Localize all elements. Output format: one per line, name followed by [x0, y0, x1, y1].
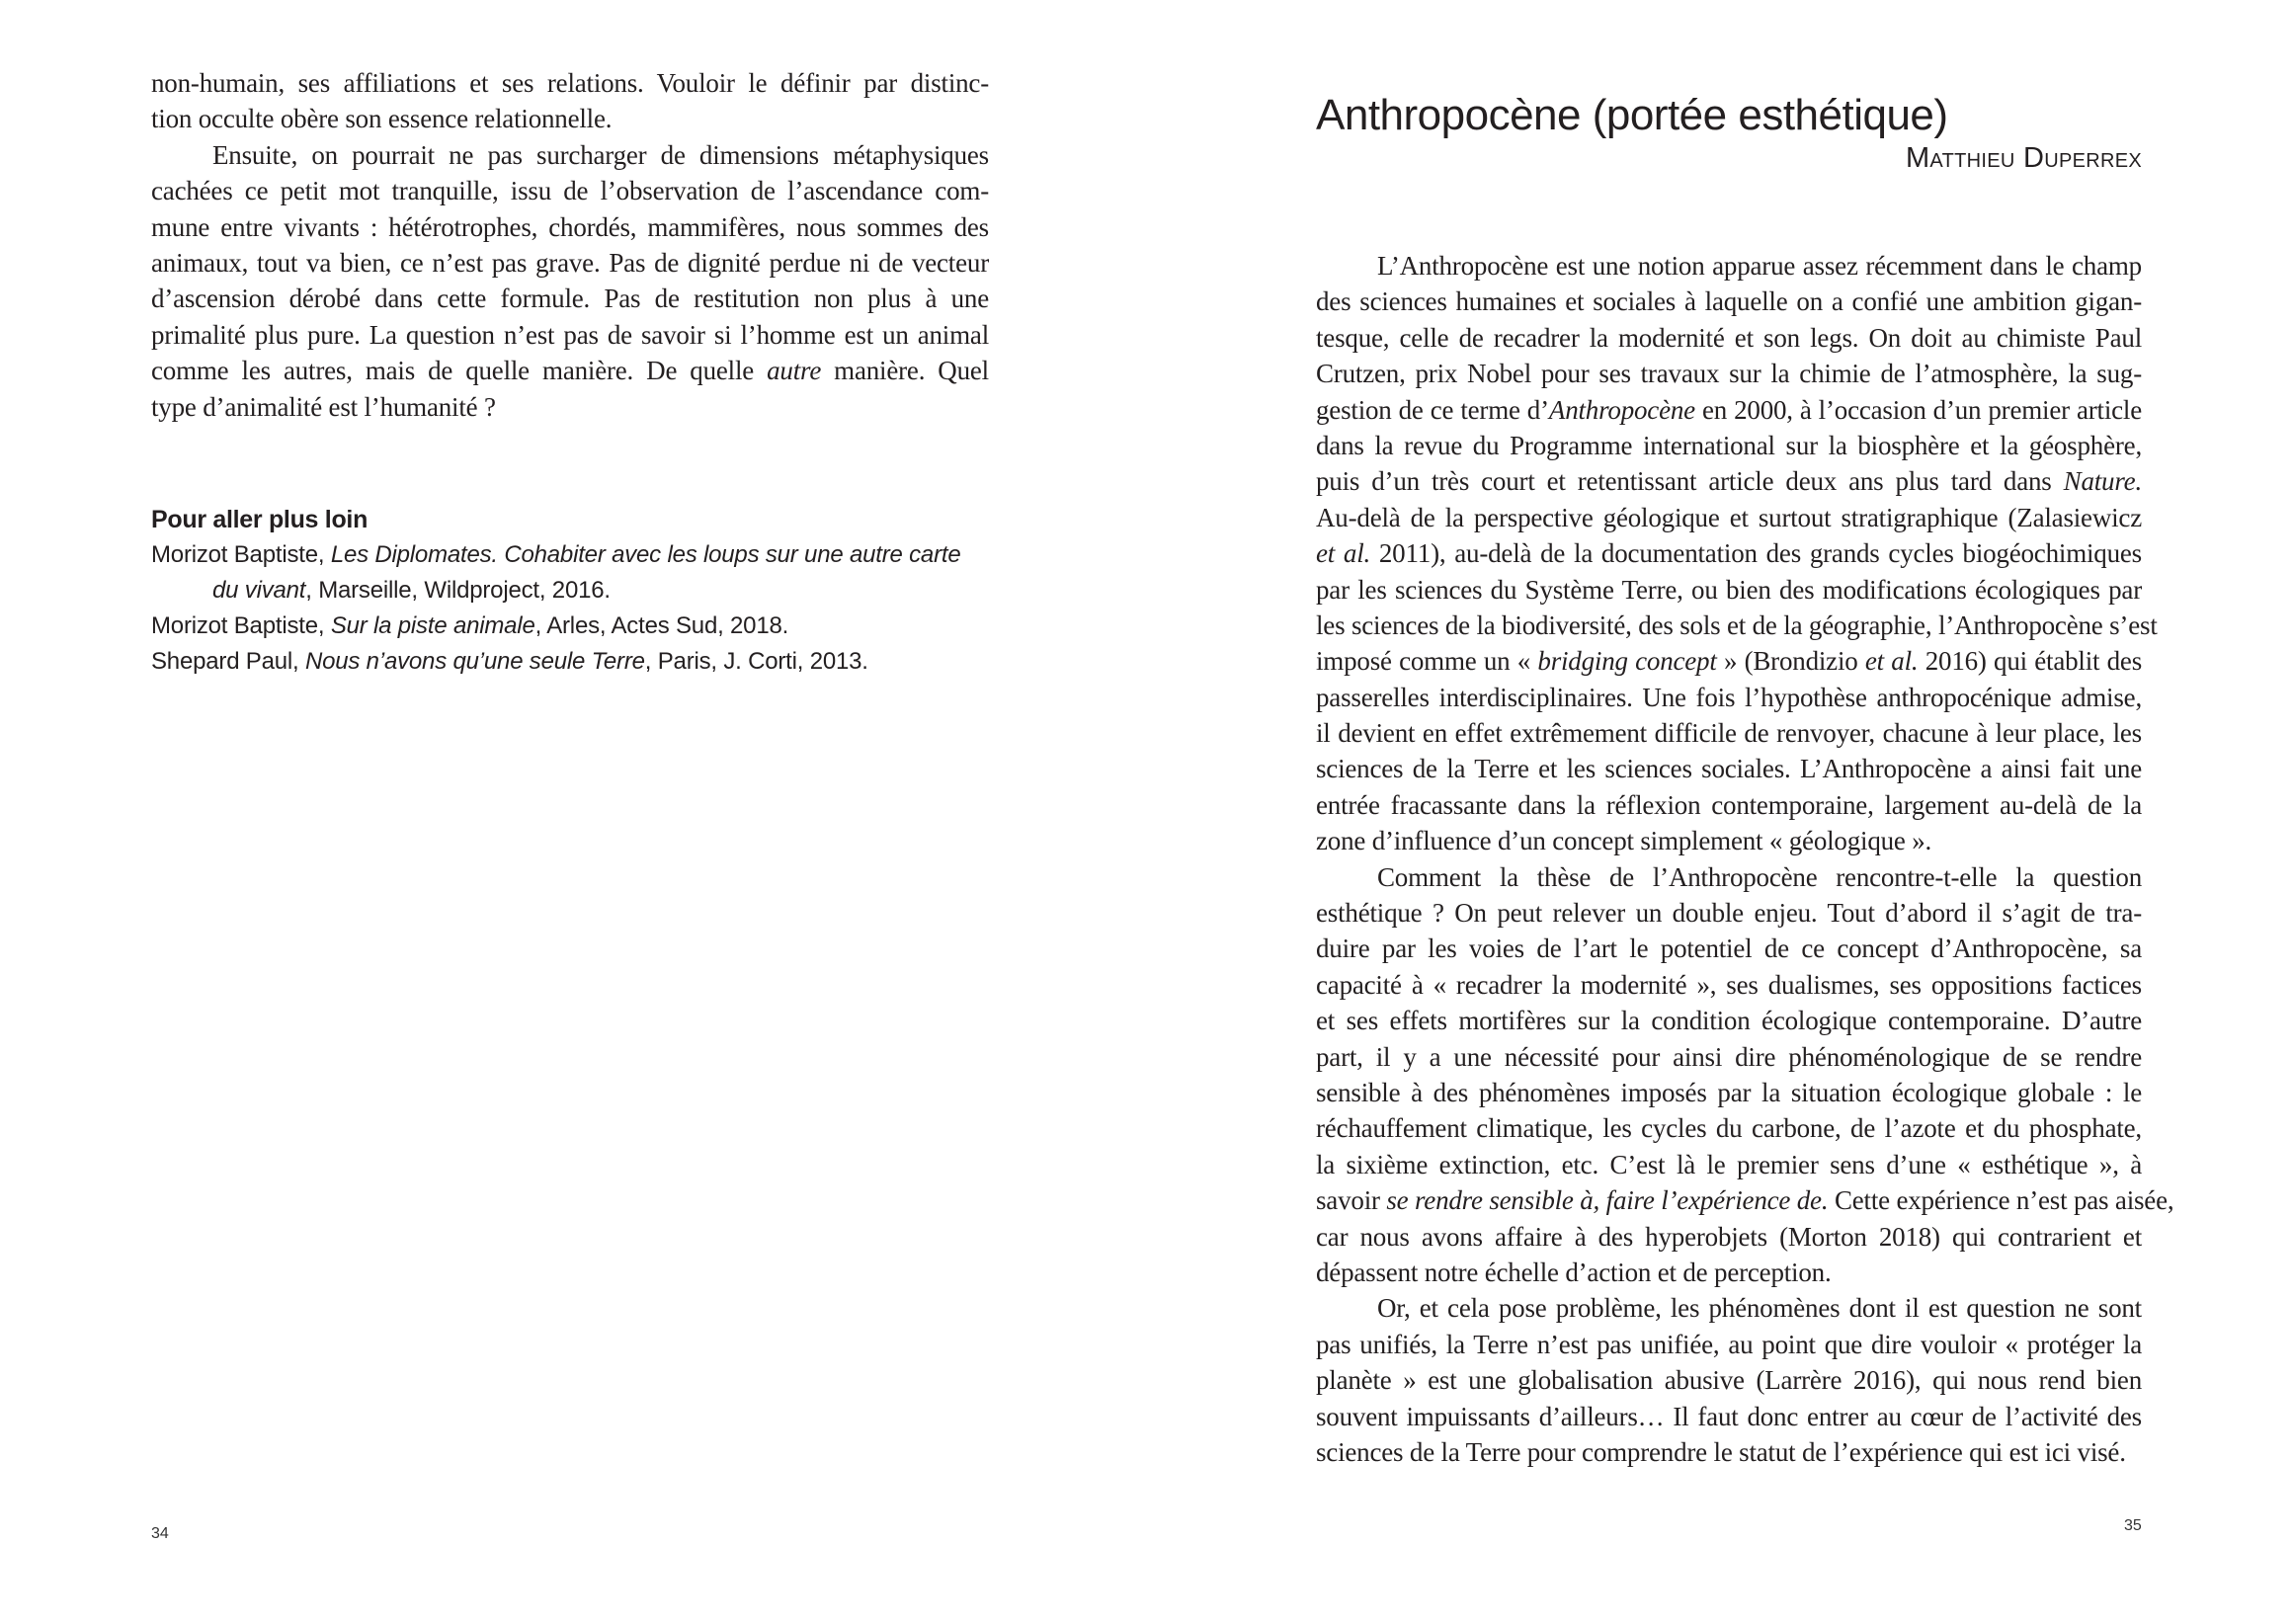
body-text-line	[151, 389, 989, 425]
body-text-line	[151, 245, 989, 281]
body-text-line	[1316, 463, 2142, 499]
body-text-line	[1316, 895, 2142, 931]
text: duire par les voies de l’art le potentiel de ce concept d’Anthropocène, sa	[1316, 934, 2142, 964]
italic-text: Nous n’avons qu’une seule Terre	[304, 648, 645, 675]
body-text-line	[1316, 931, 2142, 966]
body-text-line	[1316, 535, 2142, 571]
body-text-line	[151, 209, 989, 245]
text: capacité à « recadrer la modernité », ses dualismes, ses oppositions factices	[1316, 969, 2142, 1000]
italic-text: et al.	[1316, 538, 1371, 569]
text: sciences de la Terre et les sciences sociales. L’Anthropocène a ainsi fait une	[1316, 754, 2142, 784]
text: dépassent notre échelle d’action et de perception.	[1316, 1257, 1832, 1287]
body-text-line	[1316, 1147, 2142, 1182]
text: 2011), au-delà de la documentation des grands cycles biogéochimiques	[1370, 538, 2142, 569]
text: tion occulte obère son essence relationnelle.	[151, 104, 613, 134]
body-text-line	[1316, 500, 2142, 535]
body-text-line	[1316, 1399, 2142, 1434]
italic-text: autre	[767, 356, 822, 386]
further-reading-list	[151, 537, 989, 680]
text: , Paris, J. Corti, 2013.	[644, 648, 868, 675]
body-text-line	[1316, 787, 2142, 823]
body-text-line	[151, 317, 989, 353]
italic-text: Les Diplomates. Cohabiter avec les loups sur une autre carte du vivant	[212, 541, 961, 604]
body-text-line	[1316, 1039, 2142, 1075]
body-text-line	[151, 137, 989, 173]
text: Morizot Baptiste,	[151, 541, 331, 568]
text: réchauffement climatique, les cycles du carbone, de l’azote et du phosphate,	[1316, 1113, 2142, 1144]
body-text-line	[1316, 1327, 2142, 1362]
page-number-right: 35	[2124, 1517, 2142, 1534]
text: cachées ce petit mot tranquille, issu de l’observation de l’ascendance com-	[151, 176, 989, 206]
text: et ses effets mortifères sur la condition écologique contemporaine. D’autre	[1316, 1006, 2142, 1036]
right-page-body	[1316, 248, 2174, 1470]
body-text-line	[151, 281, 989, 316]
text: Or, et cela pose problème, les phénomènes dont il est question ne sont	[1377, 1293, 2142, 1324]
text: entrée fracassante dans la réflexion contemporaine, largement au-delà de la	[1316, 789, 2142, 820]
body-text-line	[1316, 643, 2142, 679]
text: Crutzen, prix Nobel pour ses travaux sur la chimie de l’atmosphère, la sug-	[1316, 359, 2142, 389]
text: il devient en effet extrêmement difficile de renvoyer, chacune à leur place, les	[1316, 718, 2142, 749]
text: Shepard Paul,	[151, 648, 305, 675]
body-text-line	[1316, 392, 2142, 428]
text: car nous avons affaire à des hyperobjets (Morton 2018) qui contrarient et	[1316, 1221, 2142, 1252]
body-text-line	[151, 173, 989, 208]
further-reading	[151, 502, 989, 680]
body-text-line	[1316, 1290, 2142, 1326]
reference-entry	[151, 537, 989, 609]
body-text-line	[151, 101, 989, 136]
italic-text: Sur la piste animale	[330, 612, 535, 639]
text: les sciences de la biodiversité, des sols et de la géographie, l’Anthropocène s’est	[1316, 609, 2158, 640]
body-text-line	[1316, 572, 2142, 608]
left-page-body	[151, 65, 989, 425]
text: d’ascension dérobé dans cette formule. Pas de restitution non plus à une	[151, 284, 989, 314]
body-text-line	[1316, 1362, 2142, 1398]
body-text-line	[151, 65, 989, 101]
text: pas unifiés, la Terre n’est pas unifiée, au point que dire vouloir « protéger la	[1316, 1329, 2142, 1359]
text: en 2000, à l’occasion d’un premier article	[1694, 394, 2143, 425]
text: type d’animalité est l’humanité ?	[151, 391, 496, 422]
text: Comment la thèse de l’Anthropocène rencontre-t-elle la question	[1377, 861, 2142, 892]
text: des sciences humaines et sociales à laquelle on a confié une ambition gigan-	[1316, 286, 2142, 317]
text: non-humain, ses affiliations et ses relations. Vouloir le définir par distinc-	[151, 68, 989, 98]
body-text-line	[1316, 428, 2142, 463]
body-text-line	[1316, 715, 2142, 751]
body-text-line	[1316, 1003, 2142, 1038]
body-text-line	[1316, 1075, 2142, 1110]
italic-text: Anthropocène	[1548, 394, 1695, 425]
italic-text: se rendre sensible à, faire l’expérience de.	[1386, 1185, 1829, 1216]
reference-entry	[151, 644, 989, 680]
text: puis d’un très court et retentissant article deux ans plus tard dans	[1316, 466, 2064, 497]
body-text-line	[1316, 1255, 2142, 1290]
further-reading-heading: Pour aller plus loin	[151, 506, 369, 533]
body-text-line	[1316, 1434, 2142, 1470]
text: imposé comme un «	[1316, 646, 1538, 677]
body-text-line	[151, 353, 989, 388]
text: , Marseille, Wildproject, 2016.	[305, 577, 611, 604]
body-text-line	[1316, 356, 2142, 391]
italic-text: bridging concept	[1537, 646, 1717, 677]
text: zone d’influence d’un concept simplement « géologique ».	[1316, 826, 1932, 856]
text: par les sciences du Système Terre, ou bien des modifications écologiques par	[1316, 574, 2142, 605]
text: , Arles, Actes Sud, 2018.	[534, 612, 789, 639]
body-text-line	[1316, 320, 2142, 356]
body-text-line	[1316, 248, 2142, 284]
text: comme les autres, mais de quelle manière. De quelle	[151, 356, 768, 386]
text: planète » est une globalisation abusive (Larrère 2016), qui nous rend bien	[1316, 1365, 2142, 1396]
text: Cette expérience n’est pas aisée,	[1828, 1185, 2174, 1216]
body-text-line	[1316, 680, 2142, 715]
text: Morizot Baptiste,	[151, 612, 331, 639]
italic-text: Nature.	[2063, 466, 2142, 497]
text: sensible à des phénomènes imposés par la situation écologique globale : le	[1316, 1077, 2142, 1107]
text: manière. Quel	[821, 356, 989, 386]
text: part, il y a une nécessité pour ainsi dire phénoménologique de se rendre	[1316, 1041, 2142, 1072]
text: Au-delà de la perspective géologique et surtout stratigraphique (Zalasiewicz	[1316, 502, 2142, 532]
text: 2016) qui établit des	[1918, 646, 2142, 677]
body-text-line	[1316, 1182, 2174, 1218]
body-text-line	[1316, 608, 2158, 643]
text: savoir	[1316, 1185, 1387, 1216]
body-text-line	[1316, 823, 2142, 858]
text: animaux, tout va bien, ce n’est pas grave. Pas de dignité perdue ni de vecteur	[151, 247, 989, 278]
text: primalité plus pure. La question n’est pas de savoir si l’homme est un animal	[151, 319, 989, 350]
body-text-line	[1316, 1219, 2142, 1255]
right-page	[1146, 0, 2293, 1624]
body-text-line	[1316, 751, 2142, 786]
text: souvent impuissants d’ailleurs… Il faut donc entrer au cœur de l’activité des	[1316, 1401, 2142, 1431]
text: passerelles interdisciplinaires. Une fois l’hypothèse anthropocénique admise,	[1316, 682, 2142, 712]
body-text-line	[1316, 967, 2142, 1003]
text: L’Anthropocène est une notion apparue assez récemment dans le champ	[1377, 251, 2142, 281]
italic-text: et al.	[1864, 646, 1919, 677]
article-title: Anthropocène (portée esthétique)	[1316, 91, 1948, 140]
body-text-line	[1316, 859, 2142, 895]
text: sciences de la Terre pour comprendre le statut de l’expérience qui est ici visé.	[1316, 1436, 2126, 1467]
text: » (Brondizio	[1716, 646, 1865, 677]
body-text-line	[1316, 1110, 2142, 1146]
body-text-line	[1316, 284, 2142, 319]
article-author: Matthieu Duperrex	[1905, 142, 2142, 174]
text: mune entre vivants : hétérotrophes, chordés, mammifères, nous sommes des	[151, 211, 989, 242]
text: esthétique ? On peut relever un double enjeu. Tout d’abord il s’agit de tra-	[1316, 898, 2142, 929]
reference-entry	[151, 609, 989, 644]
text: tesque, celle de recadrer la modernité et son legs. On doit au chimiste Paul	[1316, 322, 2142, 353]
text: Ensuite, on pourrait ne pas surcharger de dimensions métaphysiques	[212, 139, 989, 170]
text: la sixième extinction, etc. C’est là le premier sens d’une « esthétique », à	[1316, 1149, 2142, 1179]
page-number-left: 34	[151, 1525, 169, 1542]
text: gestion de ce terme d’	[1316, 394, 1549, 425]
left-page	[0, 0, 1146, 1624]
text: dans la revue du Programme international sur la biosphère et la géosphère,	[1316, 430, 2142, 460]
